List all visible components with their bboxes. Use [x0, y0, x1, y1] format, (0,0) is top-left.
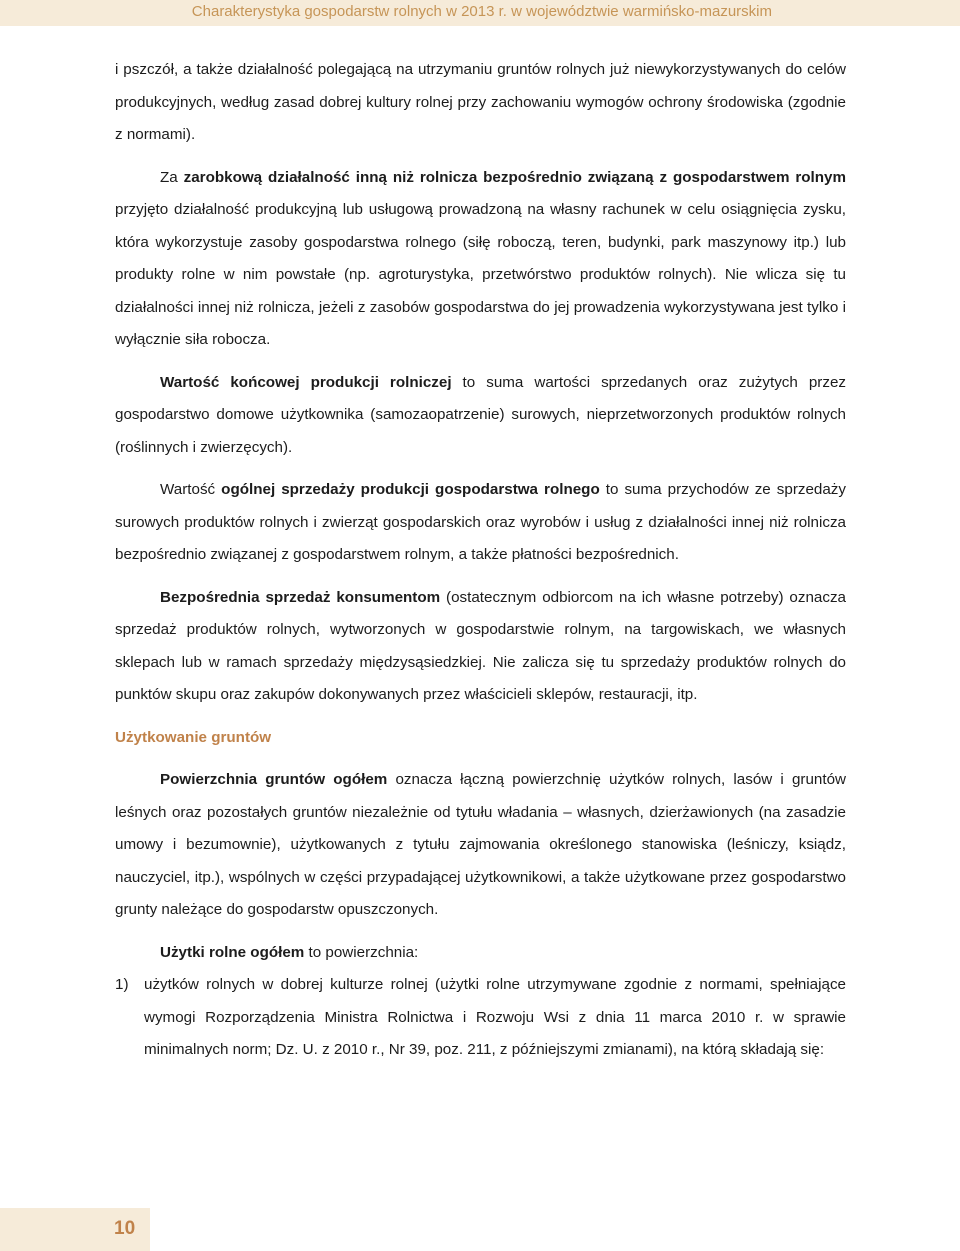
term-non-agricultural-activity: zarobkową działalność inną niż rolnicza bezpośrednio związaną z gospodarstwem rolnym — [183, 168, 846, 186]
paragraph-total-land-area: Powierzchnia gruntów ogółem oznacza łączną powierzchnię użytków rolnych, lasów i gruntów leśnych oraz pozostałych gruntów niezależnie od tytułu władania – własnych, dzierżawionych (na zasadzie umowy i bezumownie), użytkowanych z tytułu zajmowania określonego stanowiska (leśniczy, ksiądz, nauczyciel, itp.), wspólnych w części przypadającej użytkownikowi, a także użytkowane przez gospodarstwo grunty należące do gospodarstw opuszczonych. — [115, 771, 846, 918]
list-item-text: użytków rolnych w dobrej kulturze rolnej (użytki rolne utrzymywane zgodnie z normami, spełniające wymogi Rozporządzenia Ministra Rolnictwa i Rozwoju Wsi z dnia 11 marca 2010 r. w sprawie minimalnych norm; Dz. U. z 2010 r., Nr 39, poz. 211, z późniejszymi zmianami), na którą składają się: — [144, 976, 846, 1058]
document-body — [115, 54, 846, 1067]
term-agricultural-land: Użytki rolne ogółem — [160, 943, 305, 961]
term-total-land-area: Powierzchnia gruntów ogółem — [160, 771, 388, 788]
paragraph-agricultural-land: Użytki rolne ogółem to powierzchnia: — [160, 943, 419, 961]
list-item-number: 1) — [115, 976, 129, 993]
paragraph-non-agricultural-activity: Za zarobkową działalność inną niż rolnicza bezpośrednio związaną z gospodarstwem rolnym przyjęto działalność produkcyjną lub usługową prowadzoną na własny rachunek w celu osiągnięcia zysku, która wykorzystuje zasoby gospodarstwa rolnego (siłę roboczą, teren, budynki, park maszynowy itp.) lub produkty rolne w nim powstałe (np. agroturystyka, przetwórstwo produktów rolnych). Nie wlicza się tu działalności innej niż rolnicza, jeżeli z zasobów gospodarstwa do jej prowadzenia wykorzystywana jest tylko i wyłącznie siła robocza. — [115, 168, 846, 348]
term-direct-sales: Bezpośrednia sprzedaż konsumentom — [160, 588, 441, 606]
page-footer — [0, 1208, 150, 1251]
term-final-production-value: Wartość końcowej produkcji rolniczej — [160, 373, 452, 391]
term-total-sales: ogólnej sprzedaży produkcji gospodarstwa rolnego — [221, 481, 600, 498]
header-title: Charakterystyka gospodarstw rolnych w 2013 r. w województwie warmińsko-mazurskim — [191, 3, 772, 20]
page-header — [0, 0, 960, 26]
paragraph-total-sales-value: Wartość ogólnej sprzedaży produkcji gospodarstwa rolnego to suma przychodów ze sprzedaży surowych produktów rolnych i zwierząt gospodarskich oraz wyrobów i usług z działalności innej niż rolnicza bezpośrednio związanej z gospodarstwem rolnym, a także płatności bezpośrednich. — [115, 481, 846, 563]
section-heading-land-use: Użytkowanie gruntów — [115, 728, 272, 746]
paragraph-final-production-value: Wartość końcowej produkcji rolniczej to suma wartości sprzedanych oraz zużytych przez gospodarstwo domowe użytkownika (samozaopatrzenie) surowych, nieprzetworzonych produktów rolnych (roślinnych i zwierzęcych). — [115, 373, 846, 456]
definition-list — [115, 969, 846, 1067]
paragraph-direct-sales: Bezpośrednia sprzedaż konsumentom (ostatecznym odbiorcom na ich własne potrzeby) oznacza sprzedaż produktów rolnych, wytworzonych w gospodarstwie rolnym, na targowiskach, we własnych sklepach lub w ramach sprzedaży międzysąsiedzkiej. Nie zalicza się tu sprzedaży produktów rolnych do punktów skupu oraz zakupów dokonywanych przez właścicieli sklepów, restauracji, itp. — [115, 588, 846, 703]
list-item — [115, 969, 846, 1067]
page-number: 10 — [114, 1218, 136, 1239]
paragraph-continuation: i pszczół, a także działalność polegającą na utrzymaniu gruntów rolnych już niewykorzystywanych do celów produkcyjnych, według zasad dobrej kultury rolnej przy zachowaniu wymogów ochrony środowiska (zgodnie z normami). — [115, 61, 846, 143]
